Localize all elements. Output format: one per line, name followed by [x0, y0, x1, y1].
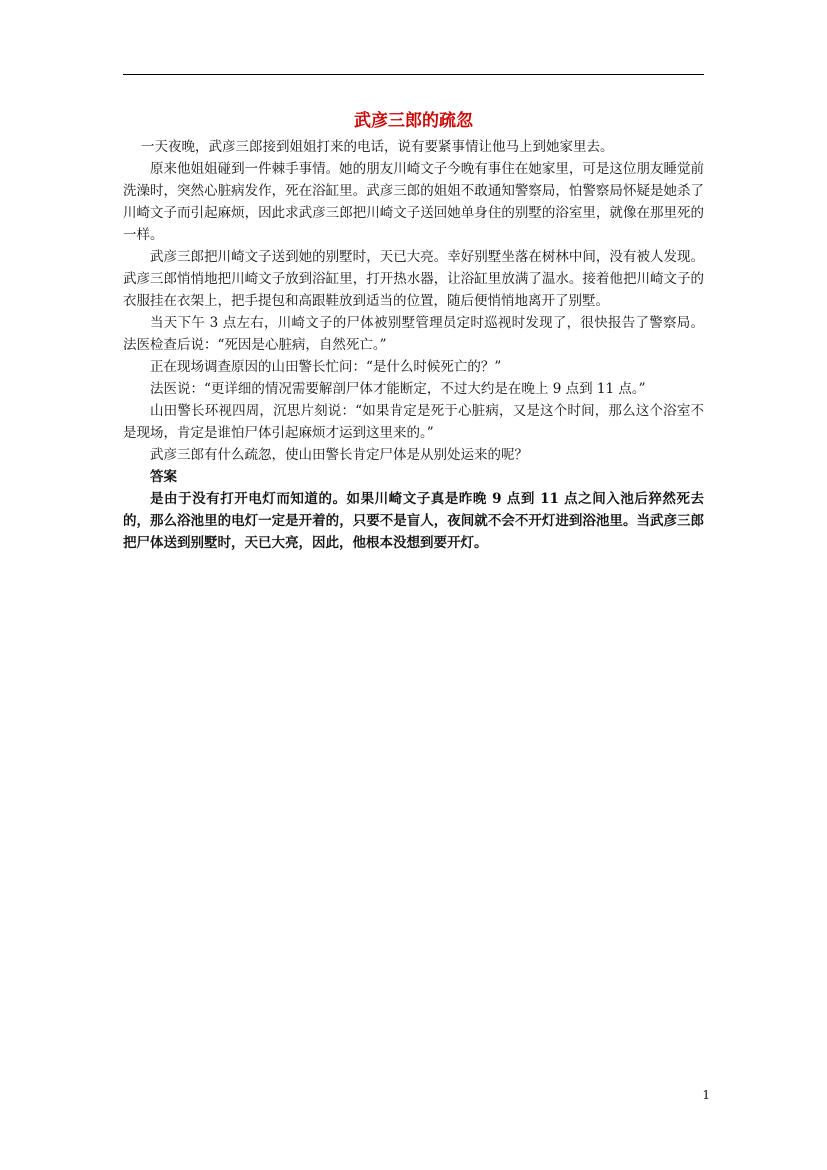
header-rule	[123, 74, 704, 75]
paragraph: 正在现场调查原因的山田警长忙问：“是什么时候死亡的？”	[150, 359, 502, 375]
answer-heading: 答案	[150, 469, 177, 485]
paragraph: 法医说：“更详细的情况需要解剖尸体才能断定，不过大约是在晚上 9 点到 11 点。”	[150, 381, 646, 397]
paragraph: 原来他姐姐碰到一件棘手事情。她的朋友川崎文子今晚有事住在她家里，可是这位朋友睡觉前洗澡时，突然心脏病发作，死在浴缸里。武彦三郎的姐姐不敢通知警察局，怕警察局怀疑是她杀了川崎文子而引起麻烦，因此求武彦三郎把川崎文子送回她单身住的别墅的浴室里，就像在那里死的一样。	[123, 161, 704, 243]
document-title: 武彦三郎的疏忽	[354, 111, 473, 131]
paragraph: 山田警长环视四周，沉思片刻说：“如果肯定是死于心脏病，又是这个时间，那么这个浴室不是现场，肯定是谁怕尸体引起麻烦才运到这里来的。”	[123, 403, 704, 441]
page-number: 1	[702, 1088, 710, 1102]
paragraph: 武彦三郎把川崎文子送到她的别墅时，天已大亮。幸好别墅坐落在树林中间，没有被人发现。武彦三郎悄悄地把川崎文子放到浴缸里，打开热水器，让浴缸里放满了温水。接着他把川崎文子的衣服挂在衣架上，把手提包和高跟鞋放到适当的位置，随后便悄悄地离开了别墅。	[123, 249, 704, 309]
paragraph: 武彦三郎有什么疏忽，使山田警长肯定尸体是从别处运来的呢？	[150, 447, 528, 463]
answer-text: 是由于没有打开电灯而知道的。如果川崎文子真是昨晚 9 点到 11 点之间入池后猝然死去的，那么浴池里的电灯一定是开着的，只要不是盲人，夜间就不会不开灯进到浴池里。当武彦三郎把尸体送到别墅时，天已大亮，因此，他根本没想到要开灯。	[123, 491, 704, 551]
document-body	[123, 106, 704, 554]
paragraph: 一天夜晚，武彦三郎接到姐姐打来的电话，说有要紧事情让他马上到她家里去。	[141, 139, 614, 155]
paragraph: 当天下午 3 点左右，川崎文子的尸体被别墅管理员定时巡视时发现了，很快报告了警察局。法医检查后说：“死因是心脏病，自然死亡。”	[123, 315, 704, 353]
